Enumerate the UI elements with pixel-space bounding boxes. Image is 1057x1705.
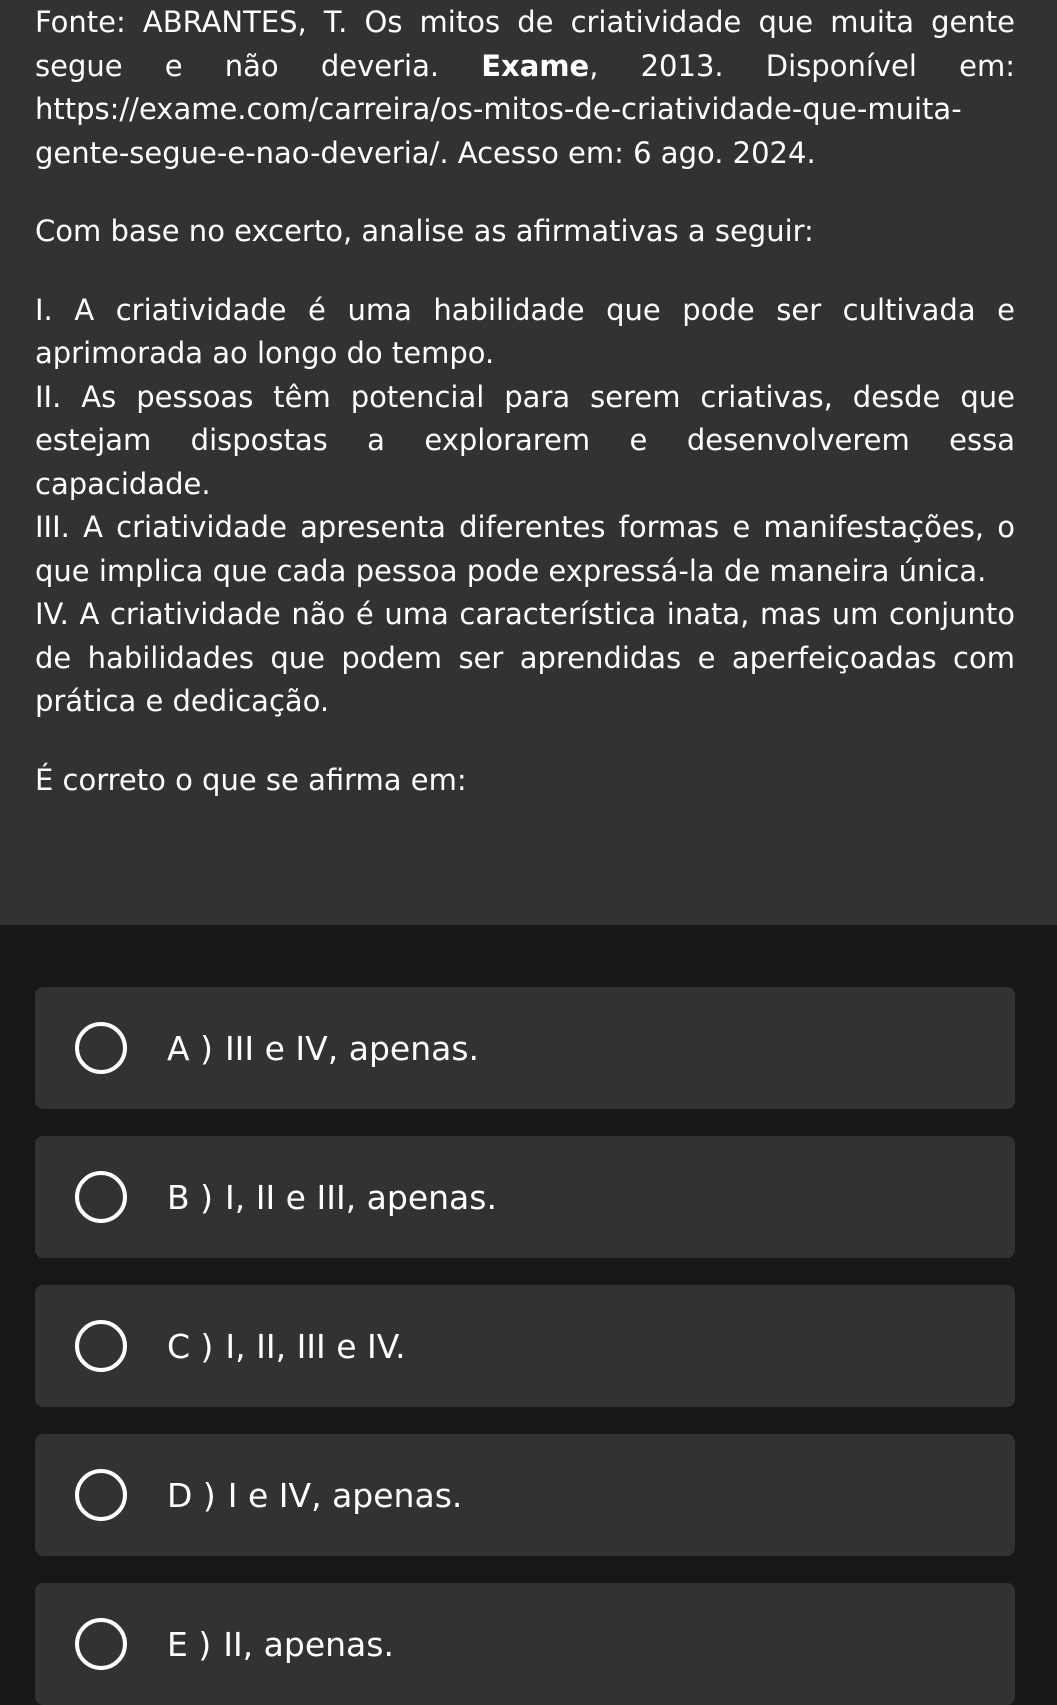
option-e[interactable] (35, 1583, 1015, 1705)
radio-circle-icon[interactable] (75, 1171, 127, 1223)
source-journal: Exame (481, 48, 590, 83)
option-text: III e IV, apenas. (224, 1028, 480, 1068)
source-suffix: , 2013. Disponível em: https://exame.com/carreira/os-mitos-de-criatividade-que-muita-gente-segue-e-nao-deveria/. Acesso em: 6 ago. 2024. (35, 48, 1015, 170)
question-closing: É correto o que se afirma em: (35, 762, 467, 797)
statement-item: IV. A criatividade não é uma característica inata, mas um conjunto de habilidades que podem ser aprendidas e aperfeiçoadas com prática e dedicação. (35, 597, 1015, 718)
option-text: I, II e III, apenas. (225, 1177, 497, 1217)
answer-options (0, 925, 1057, 1705)
option-text: I e IV, apenas. (227, 1475, 463, 1515)
statements-list (35, 289, 1015, 724)
option-letter: A ) (167, 1028, 213, 1068)
option-a[interactable] (35, 987, 1015, 1109)
statement-item: III. A criatividade apresenta diferentes formas e manifestações, o que implica que cada pessoa pode expressá-la de maneira única. (35, 510, 1015, 588)
statement-item: I. A criatividade é uma habilidade que pode ser cultivada e aprimorada ao longo do tempo. (35, 292, 1015, 370)
option-letter: E ) (167, 1624, 212, 1664)
option-b[interactable] (35, 1136, 1015, 1258)
option-c[interactable] (35, 1285, 1015, 1407)
source-citation (35, 0, 1015, 175)
option-letter: B ) (167, 1177, 214, 1217)
option-text: I, II, III e IV. (225, 1326, 406, 1366)
radio-circle-icon[interactable] (75, 1618, 127, 1670)
radio-circle-icon[interactable] (75, 1320, 127, 1372)
radio-circle-icon[interactable] (75, 1022, 127, 1074)
source-prefix: Fonte: ABRANTES, T. Os mitos de criatividade que muita gente segue e não deveria. (35, 5, 1015, 83)
option-letter: C ) (167, 1326, 214, 1366)
question-prompt: Com base no excerto, analise as afirmativas a seguir: (35, 214, 814, 248)
statement-item: II. As pessoas têm potencial para serem criativas, desde que estejam dispostas a explorarem e desenvolverem essa capacidade. (35, 379, 1015, 501)
radio-circle-icon[interactable] (75, 1469, 127, 1521)
option-d[interactable] (35, 1434, 1015, 1556)
option-text: II, apenas. (223, 1624, 394, 1664)
option-letter: D ) (167, 1475, 216, 1515)
